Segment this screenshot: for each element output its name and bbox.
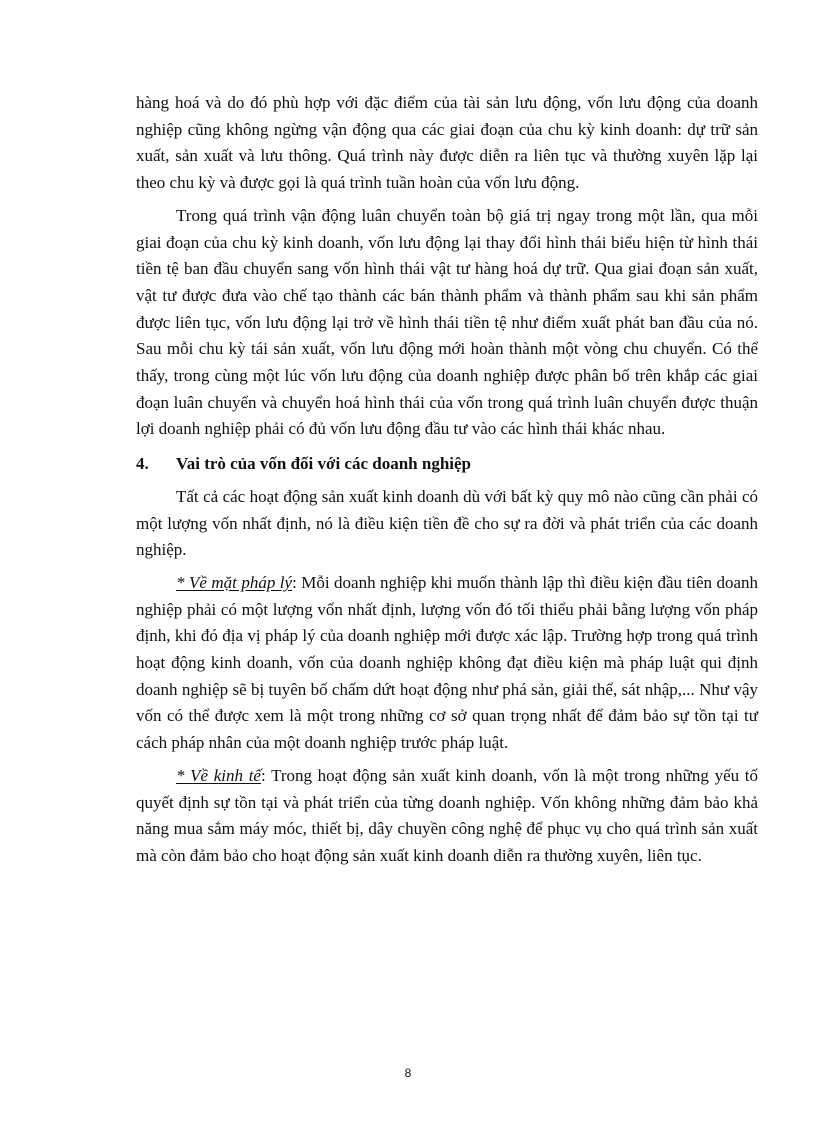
section-title: Vai trò của vốn đối với các doanh nghiệp [176, 454, 472, 474]
economic-label: * Về kinh tế [176, 765, 261, 785]
section-heading [136, 451, 758, 478]
legal-text: : Mỗi doanh nghiệp khi muốn thành lập thì điều kiện đầu tiên doanh nghiệp phải có một lượng vốn nhất định, lượng vốn đó tối thiểu phải bằng lượng vốn pháp định, khi đó địa vị pháp lý của doanh nghiệp mới được xác lập. Trường hợp trong quá trình hoạt động kinh doanh, vốn của doanh nghiệp không đạt điều kiện mà pháp luật qui định doanh nghiệp sẽ bị tuyên bố chấm dứt hoạt động như phá sản, giải thể, sát nhập,... Như vậy vốn có thể được xem là một trong những cơ sở quan trọng nhất để đảm bảo sự tồn tại tư cách pháp nhân của một doanh nghiệp trước pháp luật. [136, 572, 758, 753]
economic-text: : Trong hoạt động sản xuất kinh doanh, vốn là một trong những yếu tố quyết định sự tồn tại và phát triển của từng doanh nghiệp. Vốn không những đảm bảo khả năng mua sắm máy móc, thiết bị, dây chuyền công nghệ để phục vụ cho quá trình sản xuất mà còn đảm bảo cho hoạt động sản xuất kinh doanh diễn ra thường xuyên, liên tục. [136, 765, 759, 865]
paragraph-capital-circulation: Trong quá trình vận động luân chuyển toàn bộ giá trị ngay trong một lần, qua mỗi giai đoạn của chu kỳ kinh doanh, vốn lưu động lại thay đổi hình thái biểu hiện từ hình thái tiền tệ ban đầu chuyển sang vốn hình thái vật tư hàng hoá dự trữ. Qua giai đoạn sản xuất, vật tư được đưa vào chế tạo thành các bán thành phẩm và thành phẩm sau khi sản phẩm được liên tục, vốn lưu động lại trở về hình thái tiền tệ như điểm xuất phát ban đầu của nó. Sau mỗi chu kỳ tái sản xuất, vốn lưu động mới hoàn thành một vòng chu chuyển. Có thể thấy, trong cùng một lúc vốn lưu động của doanh nghiệp được phân bố trên khắp các giai đoạn luân chuyển và chuyển hoá hình thái của vốn trong quá trình luân chuyển được thuận lợi doanh nghiệp phải có đủ vốn lưu động đầu tư vào các hình thái khác nhau. [136, 205, 758, 439]
paragraph-working-capital-cycle: hàng hoá và do đó phù hợp với đặc điểm của tài sản lưu động, vốn lưu động của doanh nghiệp cũng không ngừng vận động qua các giai đoạn của chu kỳ kinh doanh: dự trữ sản xuất, sản xuất và lưu thông. Quá trình này được diễn ra liên tục và thường xuyên lặp lại theo chu kỳ và được gọi là quá trình tuần hoàn của vốn lưu động. [136, 93, 758, 193]
legal-label: * Về mặt pháp lý [176, 572, 293, 592]
document-page [136, 90, 758, 876]
paragraph-economic [136, 763, 758, 870]
paragraph-legal [136, 570, 758, 757]
paragraph-intro: Tất cả các hoạt động sản xuất kinh doanh dù với bất kỳ quy mô nào cũng cần phải có một lượng vốn nhất định, nó là điều kiện tiền đề cho sự ra đời và phát triển của các doanh nghiệp. [136, 486, 758, 560]
page-number: 8 [404, 1066, 412, 1080]
section-number: 4. [136, 454, 149, 474]
